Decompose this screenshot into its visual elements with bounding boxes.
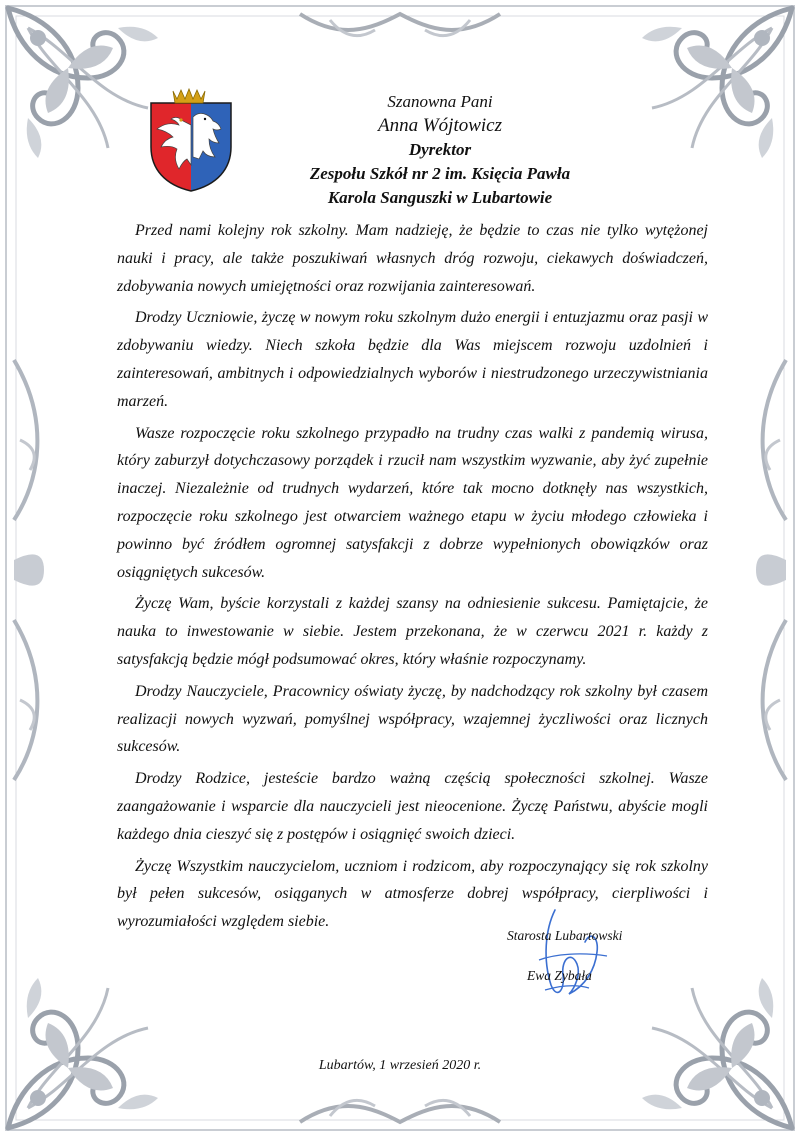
signature-block	[485, 920, 665, 1000]
letter-header	[230, 90, 650, 210]
coat-of-arms-icon	[143, 87, 239, 193]
recipient-name: Anna Wójtowicz	[377, 115, 503, 136]
paragraph: Życzę Wam, byście korzystali z każdej szansy na odniesienie sukcesu. Pamiętajcie, że nauka to inwestowanie w siebie. Jestem przekonana, że w czerwcu 2021 r. każdy z satysfakcją będzie mógł podsumować okres, który właśnie rozpoczynamy.	[117, 595, 708, 668]
signatory-name: Ewa Zybała	[527, 968, 592, 983]
school-name-line-1: Zespołu Szkół nr 2 im. Księcia Pawła	[309, 164, 571, 183]
handwritten-signature-icon	[485, 890, 665, 1010]
paragraph: Drodzy Rodzice, jesteście bardzo ważną częścią społeczności szkolnej. Wasze zaangażowanie i wsparcie dla nauczycieli jest nieocenione. Życzę Państwu, abyście mogli każdego dnia cieszyć się z postępów i osiągnięć swoich dzieci.	[117, 770, 708, 843]
paragraph: Życzę Wszystkim nauczycielom, uczniom i rodzicom, aby rozpoczynający się rok szkolny był pełen sukcesów, osiąganych w atmosferze dobrej współpracy, cierpliwości i wyrozumiałości względem siebie.	[117, 857, 708, 931]
paragraph: Drodzy Uczniowie, życzę w nowym roku szkolnym dużo energii i entuzjazmu oraz pasji w zdobywaniu wiedzy. Niech szkoła będzie dla Was miejscem rozwoju uzdolnień i zainteresowań, ambitnych i odpowiedzialnych wyborów i niestrudzonego urzeczywistniania marzeń.	[117, 309, 708, 410]
recipient-position: Dyrektor	[408, 140, 472, 159]
place-and-date: Lubartów, 1 wrzesień 2020 r.	[318, 1058, 482, 1073]
greeting: Szanowna Pani	[387, 92, 493, 111]
signatory-title: Starosta Lubartowski	[507, 928, 623, 943]
letter-body	[117, 217, 708, 940]
paragraph: Wasze rozpoczęcie roku szkolnego przypadło na trudny czas walki z pandemią wirusa, który zaburzył dotychczasowy porządek i rzucił nam wszystkim wyzwanie, aby żyć zupełnie inaczej. Niezależnie od trudnych wydarzeń, które tak mocno dotknęły nas wszystkich, rozpoczęcie roku szkolnego jest otwarciem ważnego etapu w życiu młodego człowieka i powinno być źródłem ogromnej satysfakcji z dobrze wypełnionych obowiązków oraz osiągniętych sukcesów.	[117, 424, 708, 581]
paragraph: Przed nami kolejny rok szkolny. Mam nadzieję, że będzie to czas nie tylko wytężonej nauki i pracy, ale także poszukiwań własnych dróg rozwoju, ciekawych doświadczeń, zdobywania nowych umiejętności oraz rozwijania zainteresowań.	[117, 222, 708, 295]
paragraph: Drodzy Nauczyciele, Pracownicy oświaty życzę, by nadchodzący rok szkolny był czasem realizacji nowych wyzwań, pomyślnej współpracy, wzajemnej życzliwości oraz licznych sukcesów.	[117, 682, 708, 756]
school-name-line-2: Karola Sanguszki w Lubartowie	[327, 188, 553, 207]
